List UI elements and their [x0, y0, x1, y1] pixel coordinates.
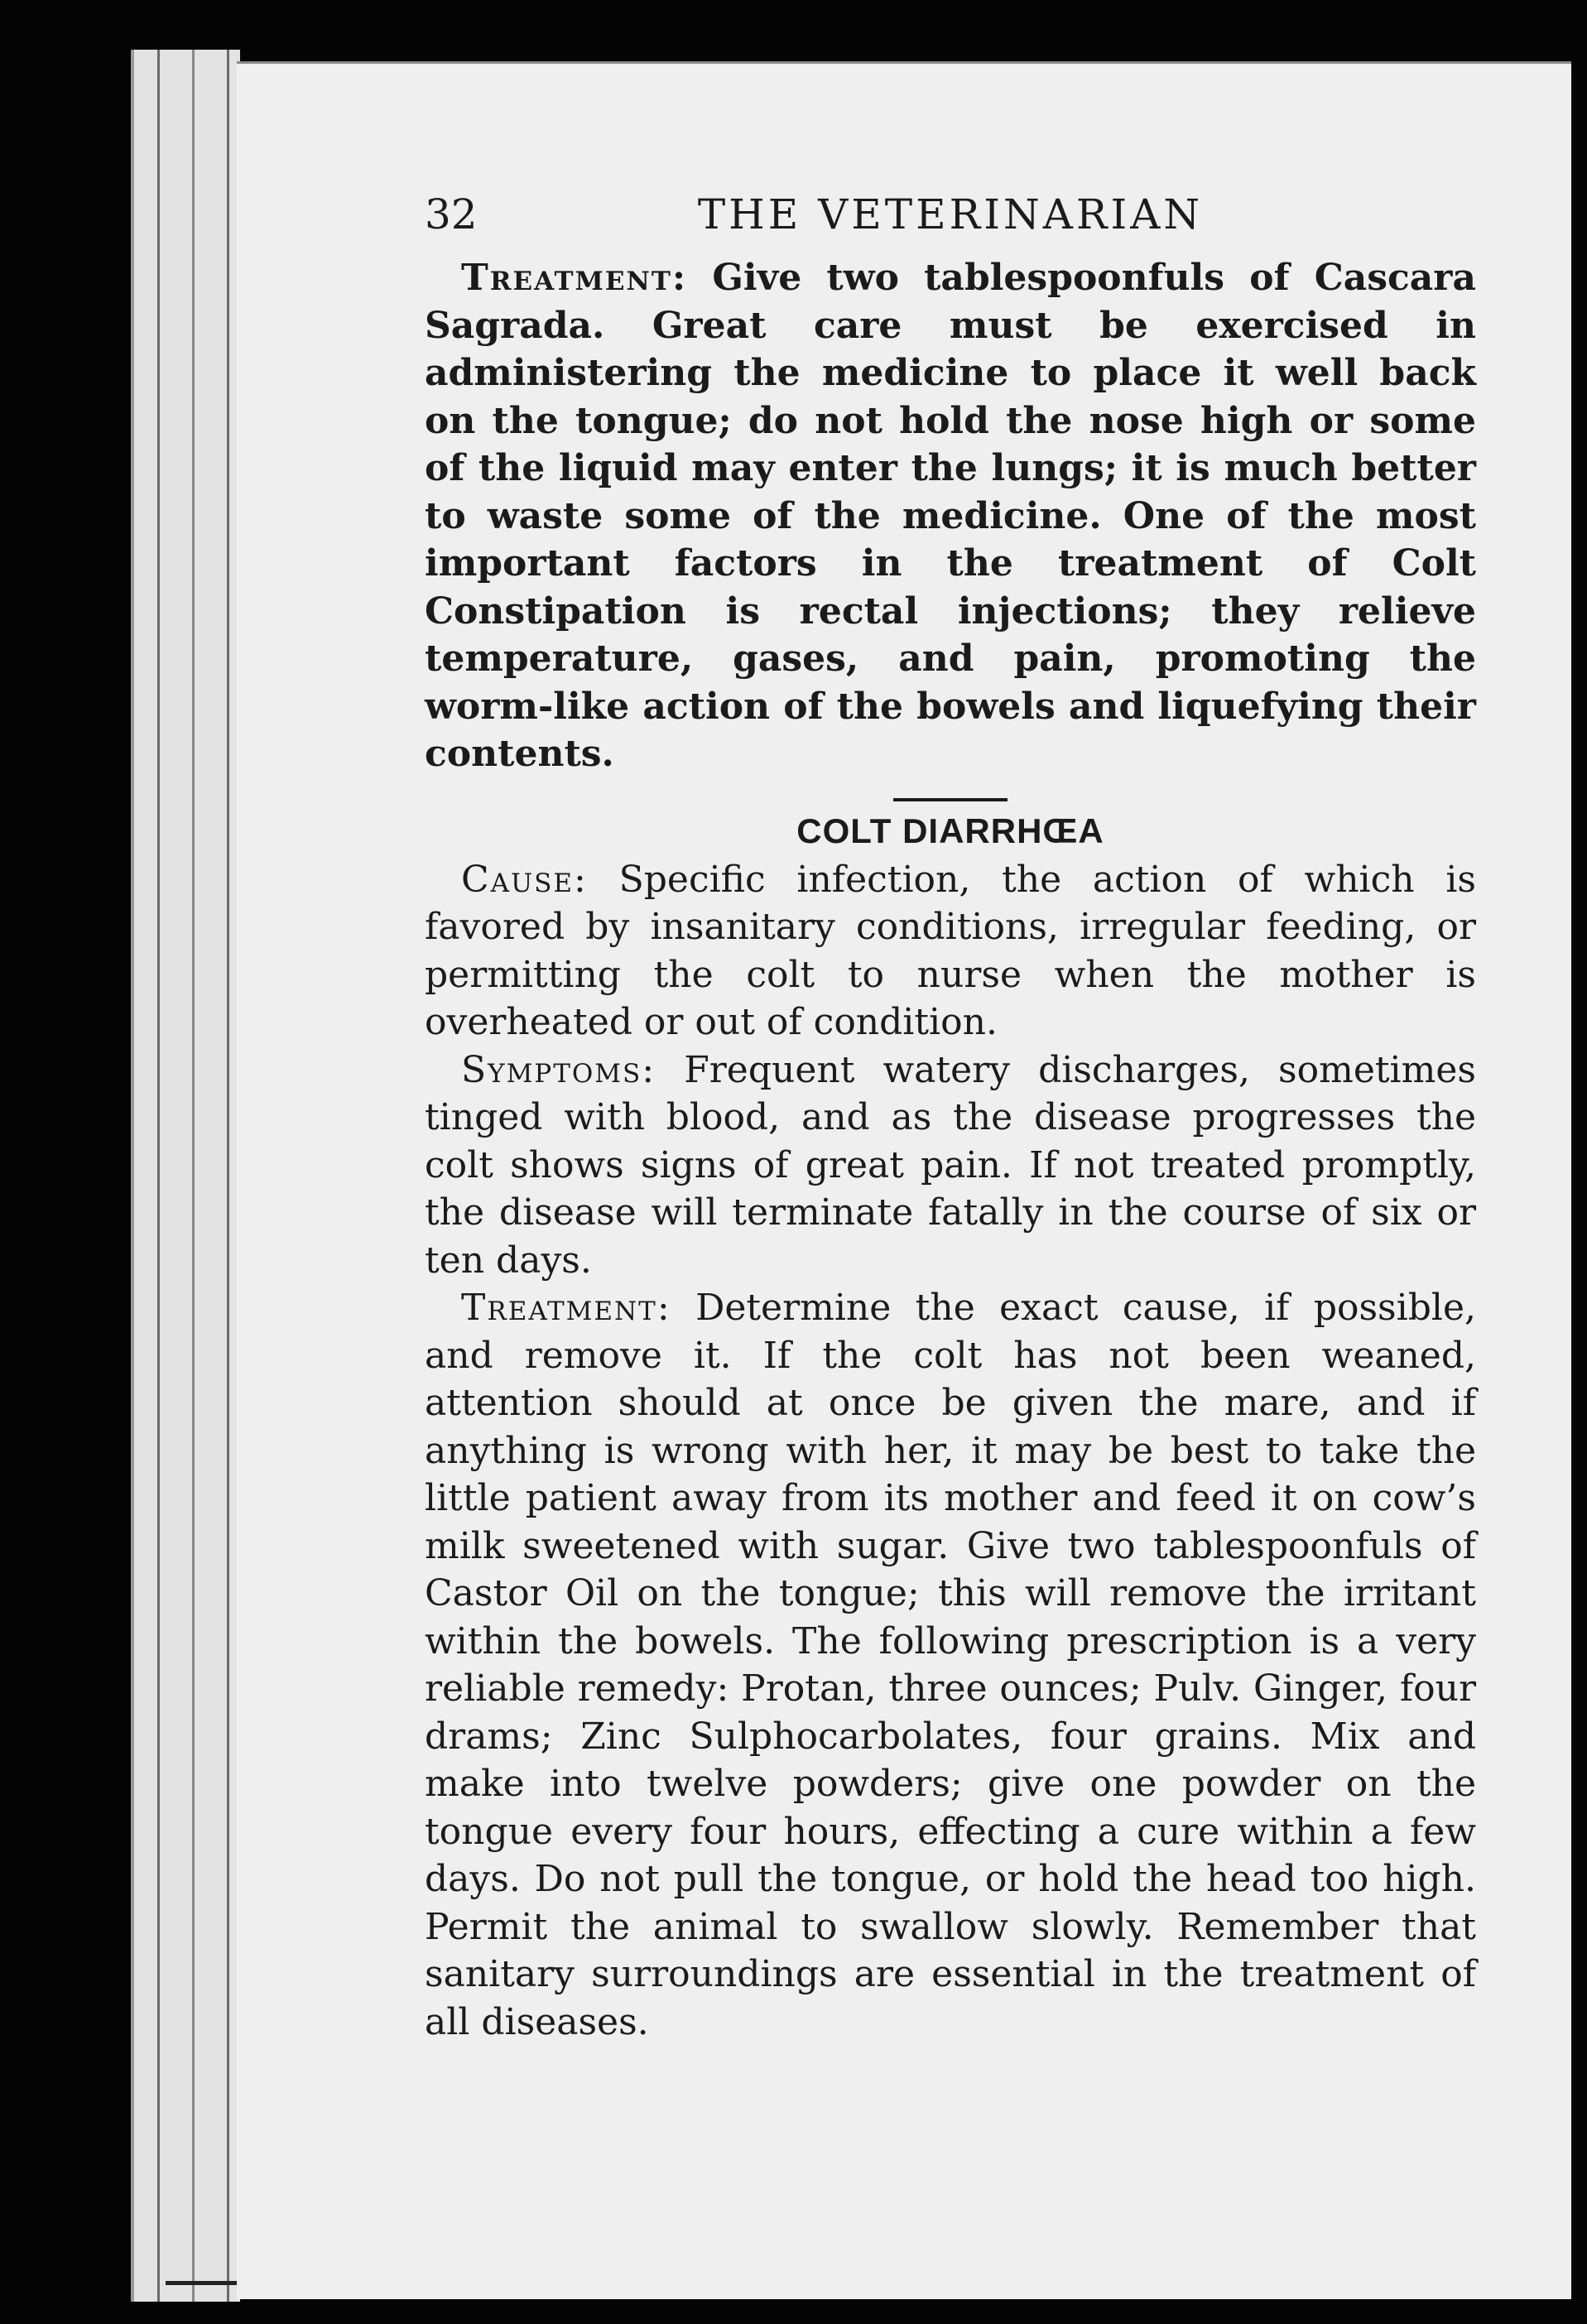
page-number: 32 [425, 190, 478, 238]
spine-edge-line [157, 50, 160, 2302]
treatment-label: Treatment: [461, 257, 688, 299]
symptoms-label: Symptoms: [461, 1048, 656, 1091]
cause-text: Specific infection, the action of which is favored by insanitary conditions, irregular feeding, or permitting the colt to nurse when the mother is overheated or out of condition. [425, 858, 1476, 1043]
section-divider [893, 798, 1008, 801]
page-header [425, 188, 1476, 241]
constipation-treatment-paragraph [425, 254, 1476, 778]
diarrhoea-treatment-paragraph [425, 1284, 1476, 2046]
spine-foot [166, 2281, 240, 2285]
page-text-block [425, 188, 1476, 2046]
spine-edge-line [192, 50, 195, 2302]
treatment-label: Treatment: [461, 1287, 671, 1329]
section-heading: COLT DIARRHŒA [796, 811, 1104, 850]
symptoms-text: Frequent watery discharges, sometimes tinged with blood, and as the disease progresses the colt shows signs of great pain. If not treated promptly, the disease will terminate fatally in the course of six or ten days. [425, 1048, 1476, 1282]
cause-label: Cause: [461, 858, 588, 901]
symptoms-paragraph [425, 1047, 1476, 1285]
running-title: THE VETERINARIAN [697, 190, 1204, 238]
treatment-text: Give two tablespoonfuls of Cascara Sagrada. Great care must be exercised in administering the medicine to place it well back on the tongue; do not hold the nose high or some of the liquid may enter the lungs; it is much better to waste some of the medicine. One of the most important factors in the treatment of Colt Constipation is rectal injections; they relieve temperature, gases, and pain, promoting the worm-like action of the bowels and liquefying their contents. [425, 257, 1476, 775]
book-spine [131, 50, 240, 2302]
cause-paragraph [425, 856, 1476, 1047]
book-page [237, 61, 1571, 2299]
spine-edge-line [227, 50, 229, 2302]
treatment-text: Determine the exact cause, if possible, and remove it. If the colt has not been weaned, attention should at once be given the mare, and if anything is wrong with her, it may be best to take the little patient away from its mother and feed it on cow’s milk sweetened with sugar. Give two tablespoonfuls of Castor Oil on the tongue; this will remove the irritant within the bowels. The following prescription is a very reliable remedy: Protan, three ounces; Pulv. Ginger, four drams; Zinc Sulphocarbolates, four grains. Mix and make into twelve powders; give one powder on the tongue every four hours, effecting a cure within a few days. Do not pull the tongue, or hold the head too high. Permit the animal to swallow slowly. Remember that sanitary surroundings are essential in the treatment of all diseases. [425, 1287, 1476, 2043]
